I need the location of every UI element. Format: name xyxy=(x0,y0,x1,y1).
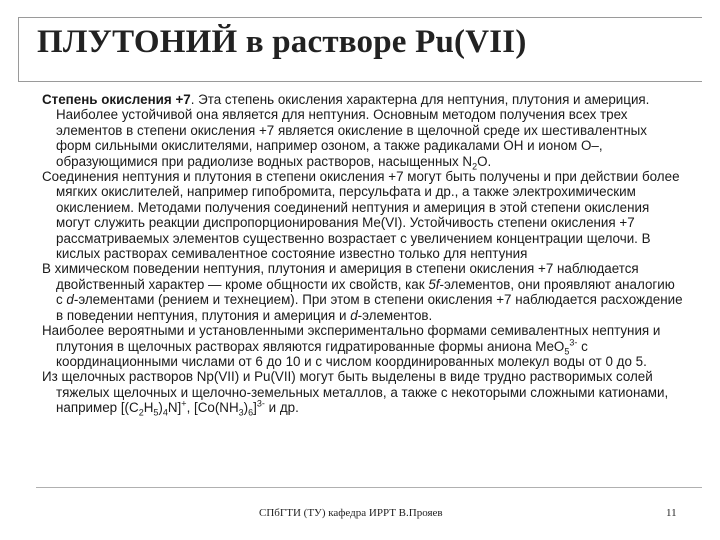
paragraph-4 xyxy=(42,323,684,369)
italic-term: d xyxy=(350,307,358,323)
paragraph-5-text: N] xyxy=(167,400,182,416)
paragraph-3-text: В химическом поведении нептуния, плутония и америция в степени окисления +7 наблюдается двойственный характер — кроме общности их свойств, как xyxy=(42,261,639,292)
paragraph-1-lead: Степень окисления +7 xyxy=(42,92,191,107)
paragraph-5-text: Из щелочных растворов Np(VII) и Pu(VII) могут быть выделены в виде трудно растворимых солей тяжелых щелочных и щелочно-земельных металлов, а также с некоторыми сложными катионами, например [(C xyxy=(42,369,669,416)
subscript: 6 xyxy=(248,407,254,418)
superscript: 3- xyxy=(569,337,578,348)
paragraph-3-text: -элементами (рением и технецием). При этом в степени окисления +7 наблюдается расхождение в поведении нептуния, плутония и америция и xyxy=(56,292,683,323)
subscript: 2 xyxy=(472,161,478,172)
paragraph-5-text: H xyxy=(143,400,154,416)
paragraph-5-text: ) xyxy=(243,400,249,416)
slide-title: ПЛУТОНИЙ в растворе Pu(VII) xyxy=(37,24,527,60)
paragraph-3 xyxy=(42,261,684,323)
paragraph-4-text: с координационными числами от 6 до 10 и с числом координированных молекул воды от 0 до 5. xyxy=(56,338,647,369)
title-left-rule xyxy=(18,17,19,81)
paragraph-1-tail: O. xyxy=(477,153,492,169)
page-number: 11 xyxy=(666,507,677,519)
superscript: 3- xyxy=(256,398,265,409)
subscript: 4 xyxy=(162,407,168,418)
paragraph-3-text: -элементов. xyxy=(357,307,433,323)
paragraph-5-text: и др. xyxy=(264,400,299,416)
footer-rule xyxy=(36,487,702,488)
paragraph-1 xyxy=(42,92,684,172)
paragraph-5-text: ] xyxy=(253,400,257,416)
paragraph-3-text: -элементов, они проявляют аналогию с xyxy=(56,276,675,308)
subscript: 5 xyxy=(564,346,570,357)
paragraph-1-text: . Эта степень окисления характерна для нептуния, плутония и америция. Наиболее устойчивой она является для нептуния. Основным методом получения всех трех элементов в степени окисления +7 является окисление в щелочной среде их шестивалентных форм сильными окислителями, например озоном, а также радикалами OH и ионом O–, образующимися при радиолизе водных растворов, насыщенных N xyxy=(56,92,650,169)
title-bottom-rule xyxy=(18,81,702,82)
italic-term: d xyxy=(66,292,74,308)
paragraph-2 xyxy=(42,169,684,261)
italic-term: 5f xyxy=(428,276,440,292)
paragraph-5-text: , [Co(NH xyxy=(186,400,239,416)
subscript: 2 xyxy=(138,407,144,418)
paragraph-5-text: ) xyxy=(158,400,163,416)
superscript: + xyxy=(181,398,187,409)
paragraph-2-text: Соединения нептуния и плутония в степени окисления +7 могут быть получены и при действии более мягких окислителей, например гипобромита, персульфата и др., а также электрохимическим окислением. Методами получения соединений нептуния и америция в этой степени окисления могут служить реакции диспропорционирования Me(VI). Устойчивость степени окисления +7 рассматриваемых элементов существенно возрастает с увеличением концентрации щелочи. В кислых растворах семивалентное состояние известно только для нептуния xyxy=(42,169,680,262)
subscript: 3 xyxy=(238,407,244,418)
subscript: 5 xyxy=(153,407,159,418)
footer-credit: СПбГТИ (ТУ) кафедра ИРРТ В.Прояев xyxy=(259,507,443,519)
top-rule xyxy=(18,17,702,18)
slide-body xyxy=(42,92,684,416)
paragraph-5 xyxy=(42,369,684,418)
paragraph-4-text: Наиболее вероятными и установленными экспериментально формами семивалентных нептуния и плутония в щелочных растворах являются гидратированные формы аниона MeO xyxy=(42,323,661,354)
